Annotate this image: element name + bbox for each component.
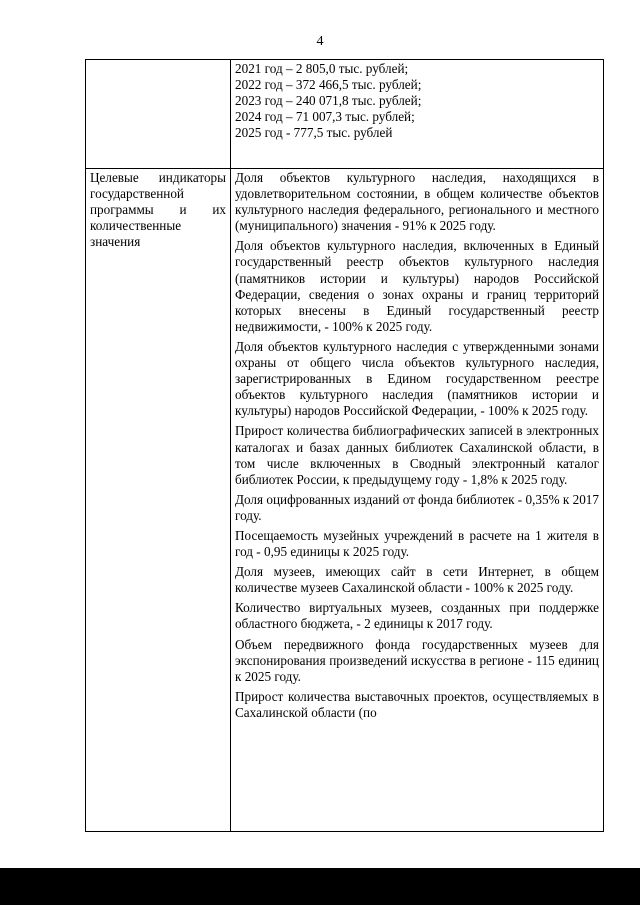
finance-label-cell bbox=[86, 60, 231, 169]
table-row-indicators bbox=[86, 169, 604, 832]
table-row-finance bbox=[86, 60, 604, 169]
indicator-paragraph: Доля объектов культурного наследия с утвержденными зонами охраны от общего числа объектов культурного наследия, зарегистрированных в Едином государственном реестре объектов культурного наследия (памятников истории и культуры) народов Российской Федерации, - 100% к 2025 году. bbox=[235, 338, 599, 419]
indicator-paragraph: Прирост количества выставочных проектов, осуществляемых в Сахалинской области (по bbox=[235, 688, 599, 720]
indicators-label: Целевые индикаторы государственной программы и их количественные значения bbox=[86, 169, 231, 832]
finance-line: 2022 год – 372 466,5 тыс. рублей; bbox=[235, 77, 422, 93]
indicator-paragraph: Доля музеев, имеющих сайт в сети Интернет, в общем количестве музеев Сахалинской области - 100% к 2025 году. bbox=[235, 564, 599, 596]
indicator-paragraph: Прирост количества библиографических записей в электронных каталогах и базах данных библиотек Сахалинской области, в том числе включенных в Сводный электронный каталог библиотек России, к предыдущему году - 1,8% к 2025 году. bbox=[235, 423, 599, 487]
finance-values-cell bbox=[231, 60, 604, 169]
indicator-paragraph: Объем передвижного фонда государственных музеев для экспонирования произведений искусства в регионе - 115 единиц к 2025 году. bbox=[235, 636, 599, 684]
indicators-values-cell bbox=[231, 169, 604, 832]
finance-line: 2025 год - 777,5 тыс. рублей bbox=[235, 125, 393, 141]
indicator-paragraph: Количество виртуальных музеев, созданных при поддержке областного бюджета, - 2 единицы к 2017 году. bbox=[235, 600, 599, 632]
scan-bottom-border bbox=[0, 868, 640, 905]
passport-table bbox=[85, 59, 604, 832]
indicator-paragraph: Доля оцифрованных изданий от фонда библиотек - 0,35% к 2017 году. bbox=[235, 491, 599, 523]
page-number: 4 bbox=[316, 34, 324, 49]
indicator-paragraph: Доля объектов культурного наследия, находящихся в удовлетворительном состоянии, в общем количестве объектов культурного наследия федерального, регионального и местного (муниципального) значения - 91% к 2025 году. bbox=[235, 170, 599, 234]
finance-line: 2023 год – 240 071,8 тыс. рублей; bbox=[235, 93, 422, 109]
finance-line: 2021 год – 2 805,0 тыс. рублей; bbox=[235, 61, 409, 76]
indicator-paragraph: Доля объектов культурного наследия, включенных в Единый государственный реестр объектов культурного наследия (памятников истории и культуры) народов Российской Федерации, сведения о зонах охраны и границ территорий которых внесены в Единый государственный реестр недвижимости, - 100% к 2025 году. bbox=[235, 238, 599, 334]
finance-line: 2024 год – 71 007,3 тыс. рублей; bbox=[235, 109, 415, 125]
indicator-paragraph: Посещаемость музейных учреждений в расчете на 1 жителя в год - 0,95 единицы к 2025 году. bbox=[235, 527, 599, 560]
